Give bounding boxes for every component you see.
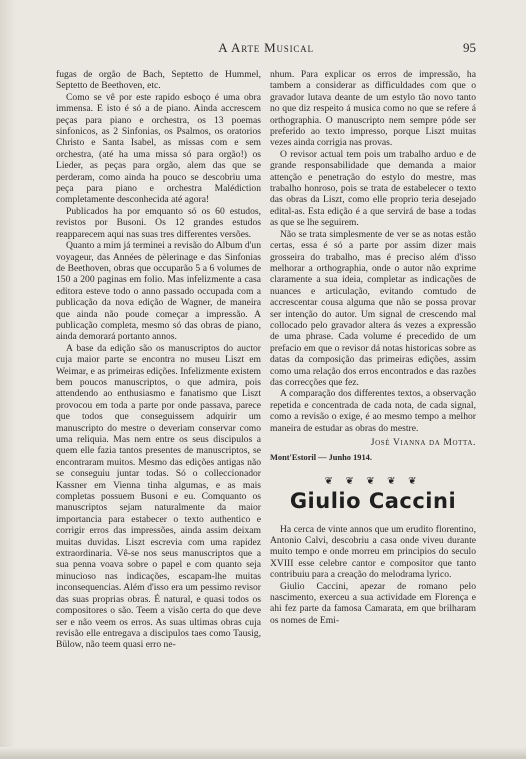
paragraph: Como se vê por este rapido esboço é uma obra immensa. E isto é só a de piano. Ainda accrescem peças para piano e orchestra, os 13 poemas sinfonicos, as 2 Sinfonias, os Psalmos, os oratorios Christo e Santa Isabel, as missas com e sem orchestra, (até ha uma missa só para orgão!) os Lieder, as peças para orgão, alem das que se perderam, como ainda ha pouco se descobriu uma peça para piano e orchestra Malédiction completamente desconhecida até agora! <box>56 91 261 206</box>
author-signature: José Vianna da Motta. <box>370 437 476 448</box>
running-title: A Arte Musical <box>218 40 314 55</box>
paragraph: Publicados ha por emquanto só os 60 estudos, revistos por Busoni. Os 12 grandes estudos reapparecem aqui nas suas tres differentes versões. <box>56 205 261 240</box>
page-header <box>56 40 476 56</box>
bottom-edge-shadow <box>0 747 526 759</box>
paragraph: Não se trata simplesmente de ver se as notas estão certas, essa é só a parte por assim dizer mais grosseira do trabalho, mas é preciso além d'isso melhorar a orthographia, onde o autor não exprime claramente a sua ideia, completar as indicações de nuances e articulação, evitando comtudo de accrescentar cousa alguma que não se possa provar ser intenção do autor. Um signal de crescendo mal collocado pelo gravador altera ás vezes a expressão de uma phrase. Cada volume é precedido de um prefacio em que o revisor dá notas historicas sobre as datas da composição das primeiras edições, assim como uma relação dos erros encontrados e das razões das correcções que fez. <box>270 228 476 388</box>
paragraph: Quanto a mim já terminei a revisão do Album d'un voyageur, das Années de pèlerinage e das Sinfonias de Beethoven, obras que occuparão 5 a 6 volumes de 150 a 200 paginas em folio. Mas infelizmente a casa editora esteve todo o anno passado occupada com a publicação da nova edição de Wagner, de maneira que ainda não poude começar a impressão. A publicação completa, mesmo só das obras de piano, ainda demorará portanto annos. <box>56 240 261 343</box>
page-number: 95 <box>463 40 476 55</box>
paragraph: Ha cerca de vinte annos que um erudito florentino, Antonio Calvi, descobriu a casa onde viveu durante muito tempo e onde morreu em principios do seculo XVIII esse celebre cantor e compositor que tanto contribuiu para a creação do melodrama lyrico. <box>270 523 476 581</box>
left-column <box>56 69 261 651</box>
article-title: Giulio Caccini <box>289 489 457 514</box>
paragraph: O revisor actual tem pois um trabalho arduo e de grande responsabilidade que demanda a maior attenção e penetração do estylo do mestre, mas trabalho honroso, pois se trata de estabelecer o texto das obras da Liszt, como elle proprio teria desejado edital-as. Esta edição é a que servirá de base a todas as que se lhe seguirem. <box>270 148 476 229</box>
paragraph: Giulio Caccini, apezar de romano pelo nascimento, exerceu a sua actividade em Florença e ahi fez parte da famosa Camarata, em que brilharam os nomes de Emi- <box>270 580 476 626</box>
paragraph: A base da edição são os manuscriptos do auctor cuja maior parte se encontra no museu Liszt em Weimar, e as primeiras edições. Infelizmente existem bem poucos manuscriptos, o que admira, pois attendendo ao enthusiasmo e fanatismo que Liszt provocou em toda a parte por onde passava, parece que todos que conseguissem adquirir um manuscripto do mestre o deveriam conservar como uma reliquia. Mas nem entre os seus discipulos a quem elle fazia tantos presentes de manuscriptos, se encontraram muitos. Mesmo das edições antigas não se conseguiu juntar todas. Só o colleccionador Kassner em Vienna tinha algumas, e as mais completas possuem Busoni e eu. Comquanto os manuscriptos sejam naturalmente da maior importancia para estabecer o texto authentico e corrigir erros das impressões, ainda assim deixam muitas duvidas. Liszt escrevia com uma rapidez extraordinaria. Vê-se nos seus manuscriptos que a sua penna voava sobre o papel e com quanto seja minucioso nas indicações, escapam-lhe muitas inconsequencias. Além d'isso era um pessimo revisor das suas proprias obras. É natural, e quasi todos os compositores o são. Teem a visão certa do que deve ser e não veem os erros. As suas ultimas obras cuja revisão elle entregava a discipulos taes como Tausig, Bülow, não teem quasi erro ne- <box>56 342 261 651</box>
dateline: Mont'Estoril — Junho 1914. <box>270 453 372 463</box>
ornament-divider: ❦ ❦ ❦ ❦ ❦ <box>324 475 422 487</box>
paragraph: nhum. Para explicar os erros de impressão, ha tambem a considerar as difficuldades com que o gravador lutava deante de um estylo tão novo tanto no que diz respeito á musica como no que se refere á orthographia. O manuscripto nem sempre póde ser preferido ao texto impresso, porque Liszt muitas vezes ainda corrigia nas provas. <box>270 69 476 149</box>
right-column <box>270 69 476 626</box>
paragraph: A comparação dos differentes textos, a observação repetida e concentrada de cada nota, de cada signal, como a revisão o exige, é ao mesmo tempo a melhor maneira de estudar as obras do mestre. <box>270 388 476 434</box>
paragraph: fugas de orgão de Bach, Septetto de Hummel, Septetto de Beethoven, etc. <box>56 69 261 92</box>
left-gutter-shadow <box>0 0 16 759</box>
